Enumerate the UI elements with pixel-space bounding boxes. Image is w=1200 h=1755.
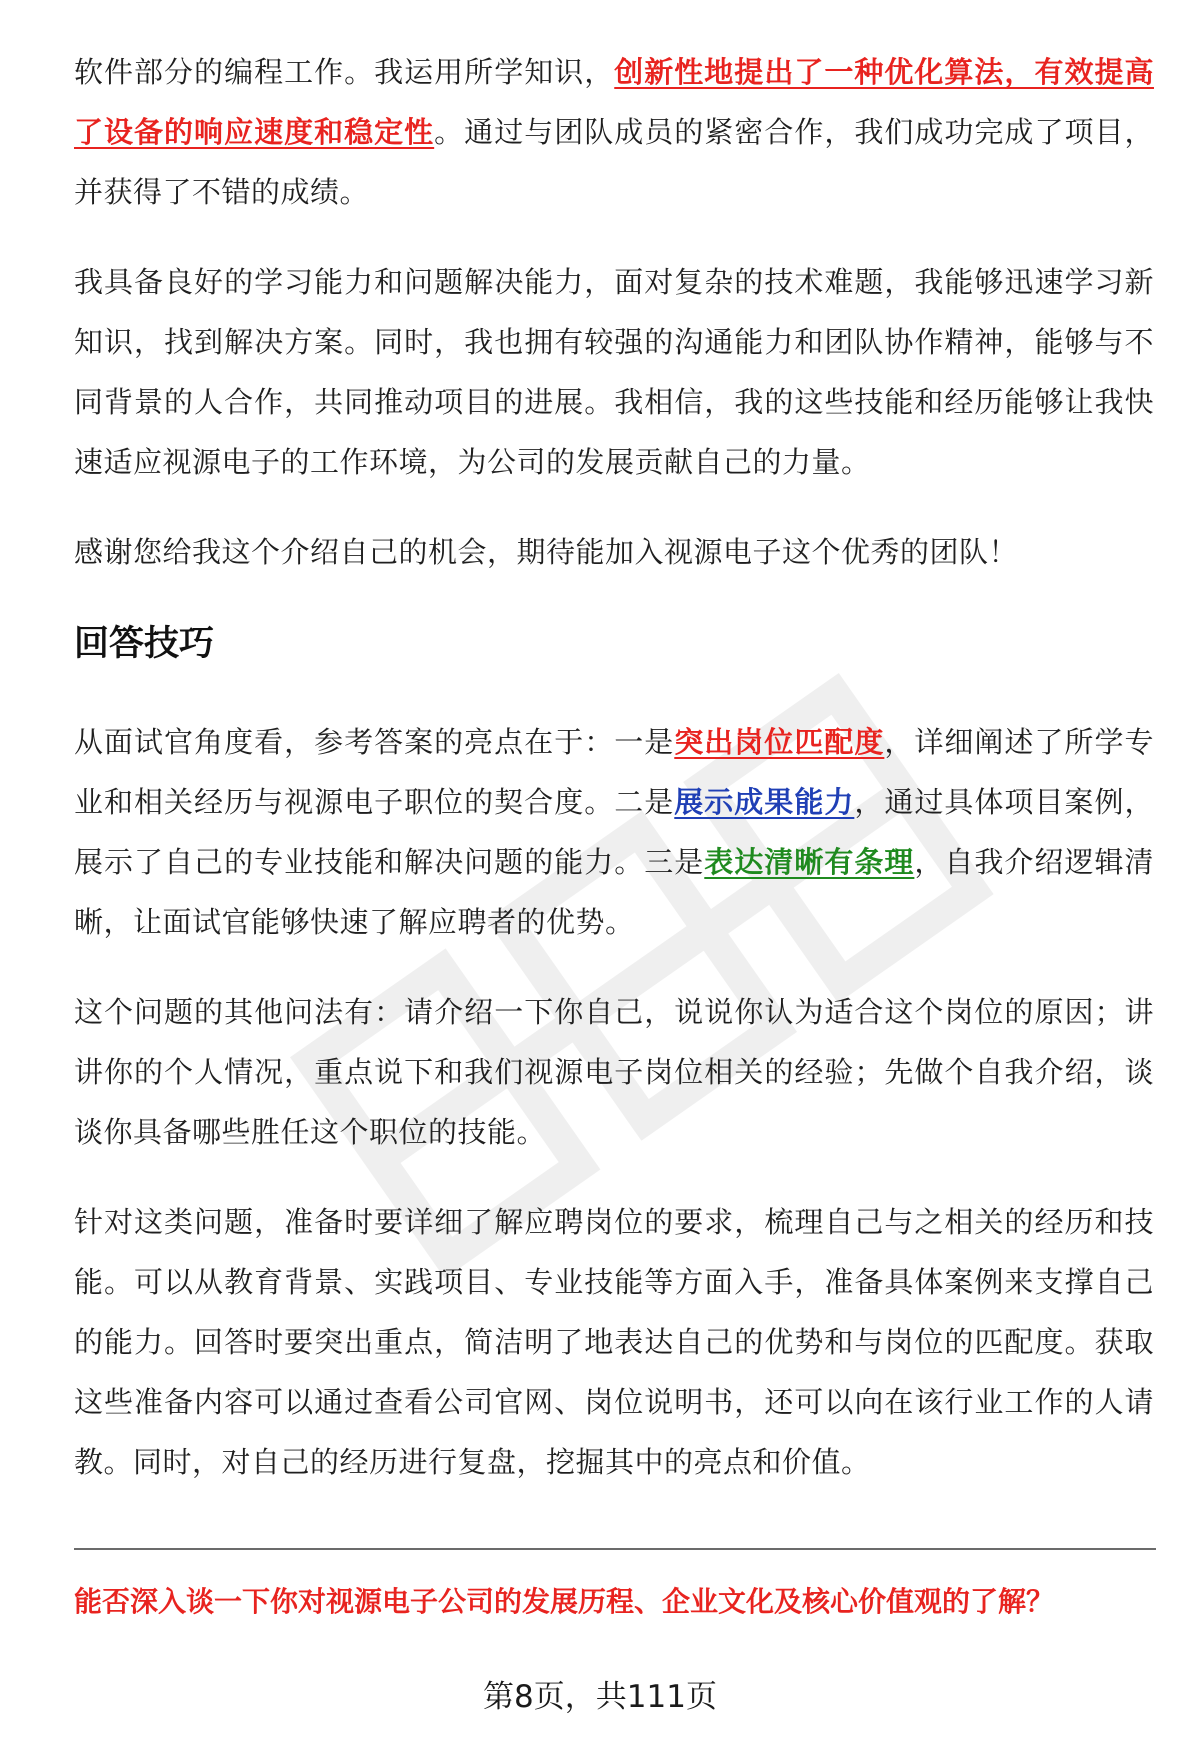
highlight-innovation: 创新性地提出了一种优化算法，有效提高了设备的响应速度和稳定性 bbox=[74, 55, 1154, 149]
paragraph-text: ，详细阐述了所学专业和相关经历与视源电子职位的契合度。二是 bbox=[74, 725, 1154, 819]
paragraph-text: ，自我介绍逻辑清晰，让面试官能够快速了解应聘者的优势。 bbox=[74, 845, 1154, 939]
paragraph-project-experience bbox=[74, 42, 1154, 222]
paragraph-tip-preparation: 针对这类问题，准备时要详细了解应聘岗位的要求，梳理自己与之相关的经历和技能。可以从教育背景、实践项目、专业技能等方面入手，准备具体案例来支撑自己的能力。回答时要突出重点，简洁明了地表达自己的优势和与岗位的匹配度。获取这些准备内容可以通过查看公司官网、岗位说明书，还可以向在该行业工作的人请教。同时，对自己的经历进行复盘，挖掘其中的亮点和价值。 bbox=[74, 1205, 1154, 1479]
document-body bbox=[74, 42, 1154, 1522]
paragraph-text: ，通过具体项目案例，展示了自己的专业技能和解决问题的能力。三是 bbox=[74, 785, 1154, 879]
page-footer: 第8页，共111页 bbox=[483, 1679, 717, 1715]
section-divider bbox=[74, 1548, 1156, 1550]
paragraph-text: 软件部分的编程工作。我运用所学知识， bbox=[74, 55, 615, 89]
highlight-results: 展示成果能力 bbox=[674, 785, 855, 819]
section-heading: 回答技巧 bbox=[74, 624, 215, 664]
next-question: 能否深入谈一下你对视源电子公司的发展历程、企业文化及核心价值观的了解？ bbox=[74, 1585, 1055, 1618]
paragraph-thanks: 感谢您给我这个介绍自己的机会，期待能加入视源电子这个优秀的团队！ bbox=[74, 535, 1019, 569]
paragraph-text: 从面试官角度看，参考答案的亮点在于：一是 bbox=[74, 725, 675, 759]
paragraph-text: 。通过与团队成员的紧密合作，我们成功完成了项目，并获得了不错的成绩。 bbox=[74, 115, 1154, 209]
paragraph-tip-variants: 这个问题的其他问法有：请介绍一下你自己，说说你认为适合这个岗位的原因；讲讲你的个人情况，重点说下和我们视源电子岗位相关的经验；先做个自我介绍，谈谈你具备哪些胜任这个职位的技能。 bbox=[74, 995, 1154, 1149]
highlight-job-match: 突出岗位匹配度 bbox=[674, 725, 885, 759]
paragraph-abilities: 我具备良好的学习能力和问题解决能力，面对复杂的技术难题，我能够迅速学习新知识，找到解决方案。同时，我也拥有较强的沟通能力和团队协作精神，能够与不同背景的人合作，共同推动项目的进展。我相信，我的这些技能和经历能够让我快速适应视源电子的工作环境，为公司的发展贡献自己的力量。 bbox=[74, 265, 1154, 479]
highlight-clarity: 表达清晰有条理 bbox=[704, 845, 915, 879]
paragraph-tip-highlights bbox=[74, 712, 1154, 952]
